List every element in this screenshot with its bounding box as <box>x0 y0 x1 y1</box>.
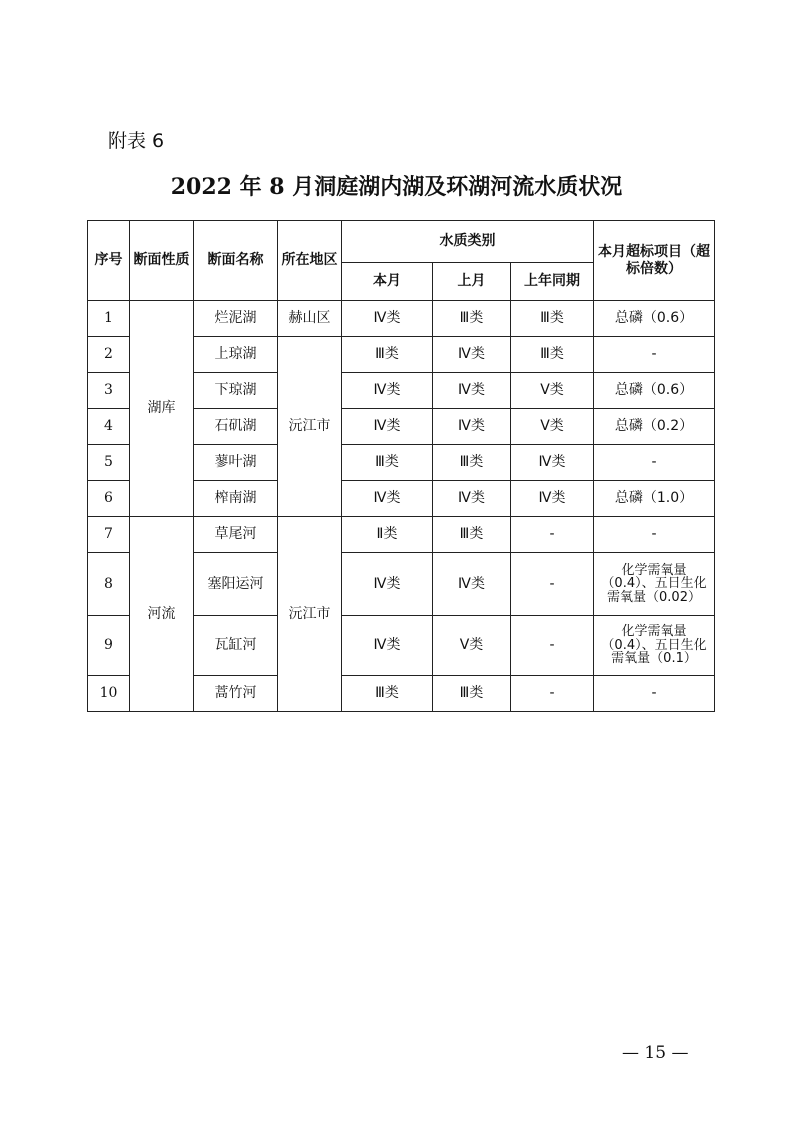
row-last-month: Ⅲ类 <box>433 676 511 712</box>
row-last-year: Ⅴ类 <box>511 409 594 445</box>
row-last-year: - <box>511 517 594 553</box>
row-no: 4 <box>88 409 130 445</box>
annex-label: 附表 6 <box>108 130 165 152</box>
row-last-month: Ⅴ类 <box>433 616 511 676</box>
region-yuanjiang-rivers: 沅江市 <box>278 517 342 712</box>
row-exceed: - <box>594 337 715 373</box>
row-last-year: - <box>511 616 594 676</box>
row-exceed: 总磷（0.6） <box>594 301 715 337</box>
row-last-month: Ⅲ类 <box>433 517 511 553</box>
row-name: 榨南湖 <box>194 481 278 517</box>
row-this-month: Ⅲ类 <box>342 445 433 481</box>
row-last-month: Ⅳ类 <box>433 409 511 445</box>
row-this-month: Ⅳ类 <box>342 553 433 616</box>
row-last-month: Ⅳ类 <box>433 553 511 616</box>
row-no: 9 <box>88 616 130 676</box>
row-no: 7 <box>88 517 130 553</box>
row-name: 烂泥湖 <box>194 301 278 337</box>
row-no: 10 <box>88 676 130 712</box>
header-region: 所在地区 <box>278 221 342 301</box>
row-this-month: Ⅳ类 <box>342 616 433 676</box>
table-row <box>88 301 715 337</box>
header-water-class: 水质类别 <box>342 221 594 263</box>
water-quality-table <box>87 220 715 712</box>
row-exceed: 总磷（0.2） <box>594 409 715 445</box>
row-name: 塞阳运河 <box>194 553 278 616</box>
row-exceed: 化学需氧量（0.4）、五日生化需氧量（0.02） <box>594 553 715 616</box>
header-last-year: 上年同期 <box>511 263 594 301</box>
page-title: 2022 年 8 月洞庭湖内湖及环湖河流水质状况 <box>170 174 623 200</box>
row-this-month: Ⅲ类 <box>342 337 433 373</box>
row-name: 瓦缸河 <box>194 616 278 676</box>
row-this-month: Ⅳ类 <box>342 301 433 337</box>
row-last-year: Ⅳ类 <box>511 445 594 481</box>
row-exceed: - <box>594 676 715 712</box>
header-seq: 序号 <box>88 221 130 301</box>
row-exceed: 总磷（1.0） <box>594 481 715 517</box>
row-this-month: Ⅳ类 <box>342 481 433 517</box>
row-no: 3 <box>88 373 130 409</box>
table-row <box>88 517 715 553</box>
header-nature: 断面性质 <box>130 221 194 301</box>
group-river: 河流 <box>130 517 194 712</box>
row-no: 5 <box>88 445 130 481</box>
row-last-year: Ⅳ类 <box>511 481 594 517</box>
row-last-year: Ⅲ类 <box>511 301 594 337</box>
header-name: 断面名称 <box>194 221 278 301</box>
row-this-month: Ⅲ类 <box>342 676 433 712</box>
row-exceed: 化学需氧量（0.4）、五日生化需氧量（0.1） <box>594 616 715 676</box>
row-no: 1 <box>88 301 130 337</box>
row-name: 下琼湖 <box>194 373 278 409</box>
row-last-month: Ⅲ类 <box>433 445 511 481</box>
row-no: 8 <box>88 553 130 616</box>
region-yuanjiang-lakes: 沅江市 <box>278 337 342 517</box>
header-this-month: 本月 <box>342 263 433 301</box>
row-last-year: - <box>511 553 594 616</box>
row-last-year: Ⅴ类 <box>511 373 594 409</box>
row-last-year: Ⅲ类 <box>511 337 594 373</box>
row-this-month: Ⅱ类 <box>342 517 433 553</box>
row-last-month: Ⅳ类 <box>433 373 511 409</box>
row-this-month: Ⅳ类 <box>342 409 433 445</box>
row-last-year: - <box>511 676 594 712</box>
row-exceed: - <box>594 517 715 553</box>
row-exceed: 总磷（0.6） <box>594 373 715 409</box>
row-exceed: - <box>594 445 715 481</box>
row-name: 石矶湖 <box>194 409 278 445</box>
row-last-month: Ⅲ类 <box>433 301 511 337</box>
row-no: 2 <box>88 337 130 373</box>
row-last-month: Ⅳ类 <box>433 337 511 373</box>
row-no: 6 <box>88 481 130 517</box>
row-last-month: Ⅳ类 <box>433 481 511 517</box>
row-name: 蓼叶湖 <box>194 445 278 481</box>
row-name: 草尾河 <box>194 517 278 553</box>
header-last-month: 上月 <box>433 263 511 301</box>
group-lake: 湖库 <box>130 301 194 517</box>
region-heshan: 赫山区 <box>278 301 342 337</box>
page-number: — 15 — <box>622 1043 689 1063</box>
row-this-month: Ⅳ类 <box>342 373 433 409</box>
header-exceed: 本月超标项目（超标倍数） <box>594 221 715 301</box>
row-name: 上琼湖 <box>194 337 278 373</box>
row-name: 蒿竹河 <box>194 676 278 712</box>
